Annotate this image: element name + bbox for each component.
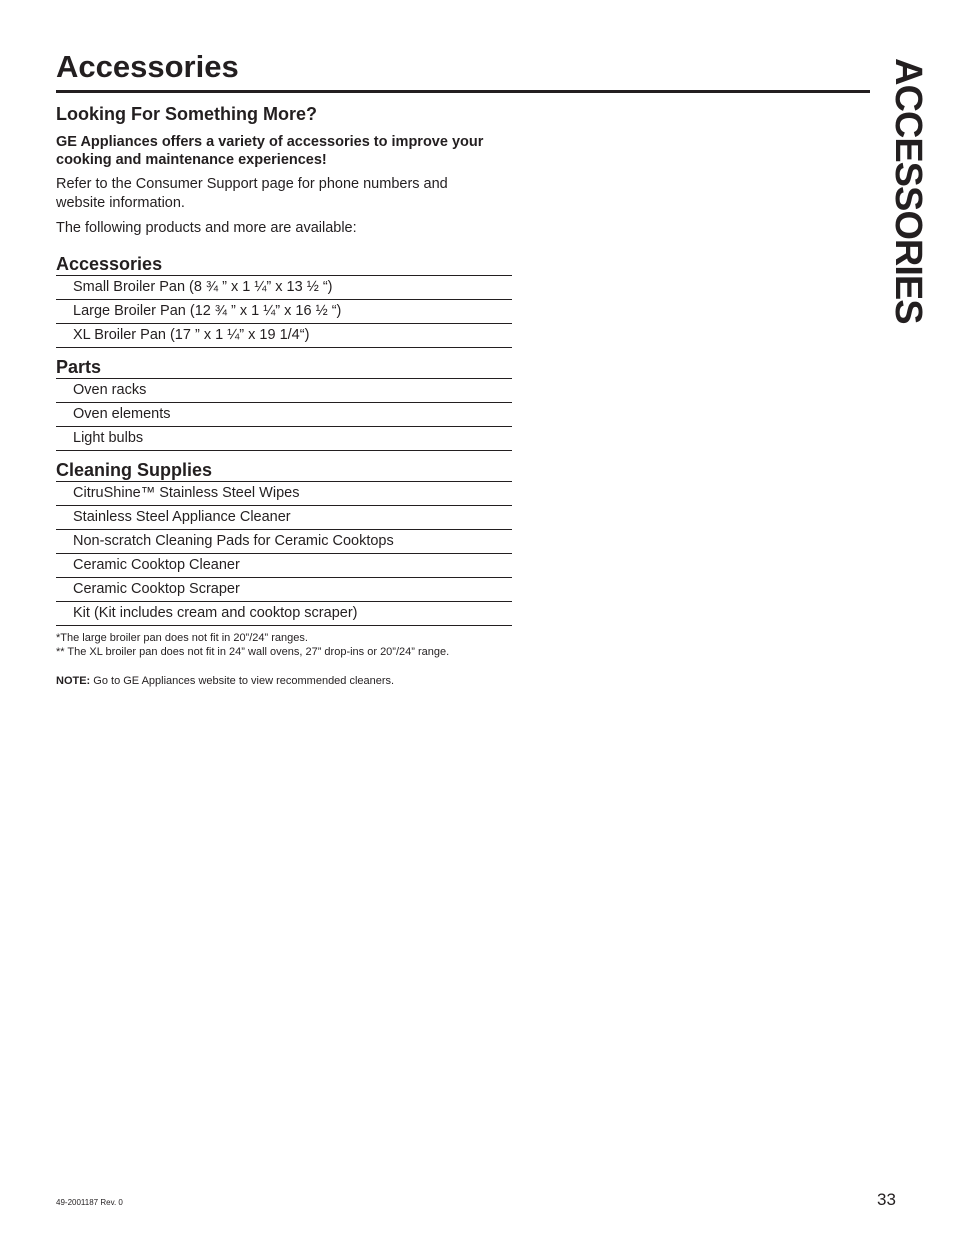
list-item: Ceramic Cooktop Scraper (56, 578, 512, 602)
document-number: 49-2001187 Rev. 0 (56, 1198, 123, 1207)
intro-heading: Looking For Something More? (56, 104, 317, 124)
section-cleaning-supplies (56, 459, 512, 626)
section-parts (56, 356, 512, 451)
section-title-cleaning: Cleaning Supplies (56, 460, 213, 480)
footnote-xl-broiler: ** The XL broiler pan does not fit in 24” wall ovens, 27” drop-ins or 20”/24” range. (56, 646, 450, 658)
list-item: Ceramic Cooktop Cleaner (56, 554, 512, 578)
parts-list (56, 378, 512, 451)
intro-bold-text: GE Appliances offers a variety of accessories to improve your cooking and maintenance experiences! (56, 134, 484, 168)
list-item: Large Broiler Pan (12 ¾ ” x 1 ¼” x 16 ½ “) (56, 300, 512, 324)
list-item: Non-scratch Cleaning Pads for Ceramic Cooktops (56, 530, 512, 554)
list-item: Stainless Steel Appliance Cleaner (56, 506, 512, 530)
section-title-accessories: Accessories (56, 254, 163, 274)
list-item: Light bulbs (56, 427, 512, 451)
main-content (56, 102, 512, 688)
footnotes (56, 631, 512, 659)
footnote-large-broiler: *The large broiler pan does not fit in 20”/24” ranges. (56, 632, 308, 644)
section-title-parts: Parts (56, 357, 102, 377)
list-item: Oven racks (56, 379, 512, 403)
list-item: Small Broiler Pan (8 ¾ ” x 1 ¼” x 13 ½ “) (56, 276, 512, 300)
list-item: XL Broiler Pan (17 ” x 1 ¼” x 19 1/4“) (56, 324, 512, 348)
title-rule (56, 90, 870, 93)
note-text: Go to GE Appliances website to view recommended cleaners. (90, 675, 395, 687)
list-item: Kit (Kit includes cream and cooktop scraper) (56, 602, 512, 626)
note (56, 674, 512, 688)
page-number: 33 (877, 1190, 896, 1209)
accessories-list (56, 275, 512, 348)
side-tab-label: ACCESSORIES (887, 58, 929, 324)
page-title: Accessories (56, 49, 239, 84)
list-item: CitruShine™ Stainless Steel Wipes (56, 482, 512, 506)
cleaning-supplies-list (56, 481, 512, 626)
note-label: NOTE: (56, 675, 91, 687)
section-accessories (56, 253, 512, 348)
intro-paragraph-products: The following products and more are available: (56, 220, 357, 236)
intro-paragraph-support: Refer to the Consumer Support page for phone numbers and website information. (56, 176, 448, 211)
list-item: Oven elements (56, 403, 512, 427)
